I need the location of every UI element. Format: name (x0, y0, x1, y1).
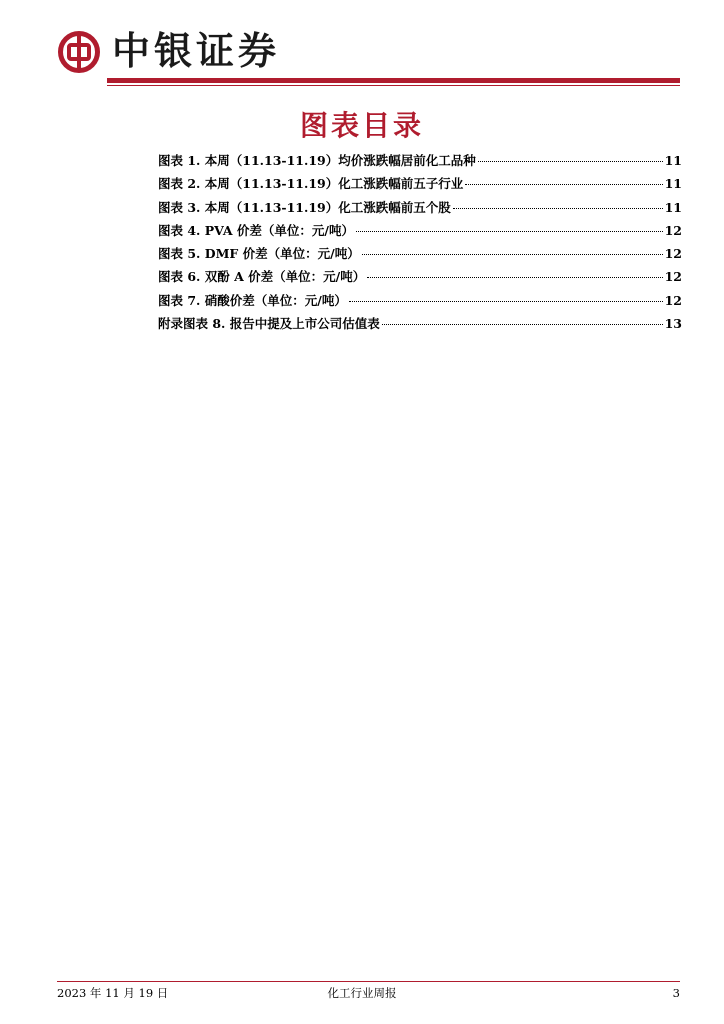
footer-divider (57, 981, 680, 982)
page-header (0, 0, 724, 90)
footer-report-type: 化工行业周报 (327, 986, 397, 1000)
toc-entry-label: 图表 4. PVA 价差（单位：元/吨） (158, 222, 354, 238)
toc-leader-dots (465, 184, 662, 185)
toc-leader-dots (362, 254, 663, 255)
toc-leader-dots (453, 208, 663, 209)
toc-entry-label: 图表 6. 双酚 A 价差（单位：元/吨） (158, 269, 366, 285)
table-of-figures (158, 151, 682, 337)
toc-entry-page: 11 (664, 176, 682, 192)
toc-leader-dots (367, 277, 662, 278)
header-divider-thin (107, 85, 680, 86)
toc-entry-label: 图表 7. 硝酸价差（单位：元/吨） (158, 292, 347, 308)
toc-title: 图表目录 (299, 109, 424, 142)
toc-entry-page: 12 (664, 269, 682, 285)
toc-entry-label: 图表 5. DMF 价差（单位：元/吨） (158, 246, 360, 262)
toc-entry-page: 12 (664, 292, 682, 308)
footer-page-number: 3 (672, 986, 680, 1000)
toc-entry-page: 12 (664, 246, 682, 262)
toc-entry-label: 图表 1. 本周（11.13-11.19）均价涨跌幅居前化工品种 (158, 153, 476, 168)
toc-leader-dots (356, 231, 663, 232)
header-divider (107, 78, 680, 83)
toc-entry[interactable] (158, 151, 682, 174)
toc-leader-dots (349, 301, 663, 302)
toc-entry-page: 12 (664, 222, 682, 238)
toc-entry[interactable] (158, 291, 682, 314)
toc-entry-page: 13 (664, 316, 682, 332)
toc-entry[interactable] (158, 198, 682, 221)
brand-name: 中银证券 (112, 28, 281, 73)
toc-entry-label: 附录图表 8. 报告中提及上市公司估值表 (158, 316, 380, 332)
toc-entry-label: 图表 2. 本周（11.13-11.19）化工涨跌幅前五子行业 (158, 176, 464, 192)
toc-leader-dots (478, 161, 663, 162)
toc-entry[interactable] (158, 174, 682, 197)
toc-entry[interactable] (158, 314, 682, 337)
toc-entry-page: 11 (664, 153, 682, 168)
toc-entry-page: 11 (664, 199, 682, 215)
footer-date: 2023 年 11 月 19 日 (57, 986, 169, 1000)
bank-of-china-logo-icon (57, 30, 101, 74)
toc-entry[interactable] (158, 267, 682, 290)
toc-leader-dots (382, 324, 663, 325)
toc-entry[interactable] (158, 244, 682, 267)
toc-entry[interactable] (158, 221, 682, 244)
toc-entry-label: 图表 3. 本周（11.13-11.19）化工涨跌幅前五个股 (158, 199, 451, 215)
